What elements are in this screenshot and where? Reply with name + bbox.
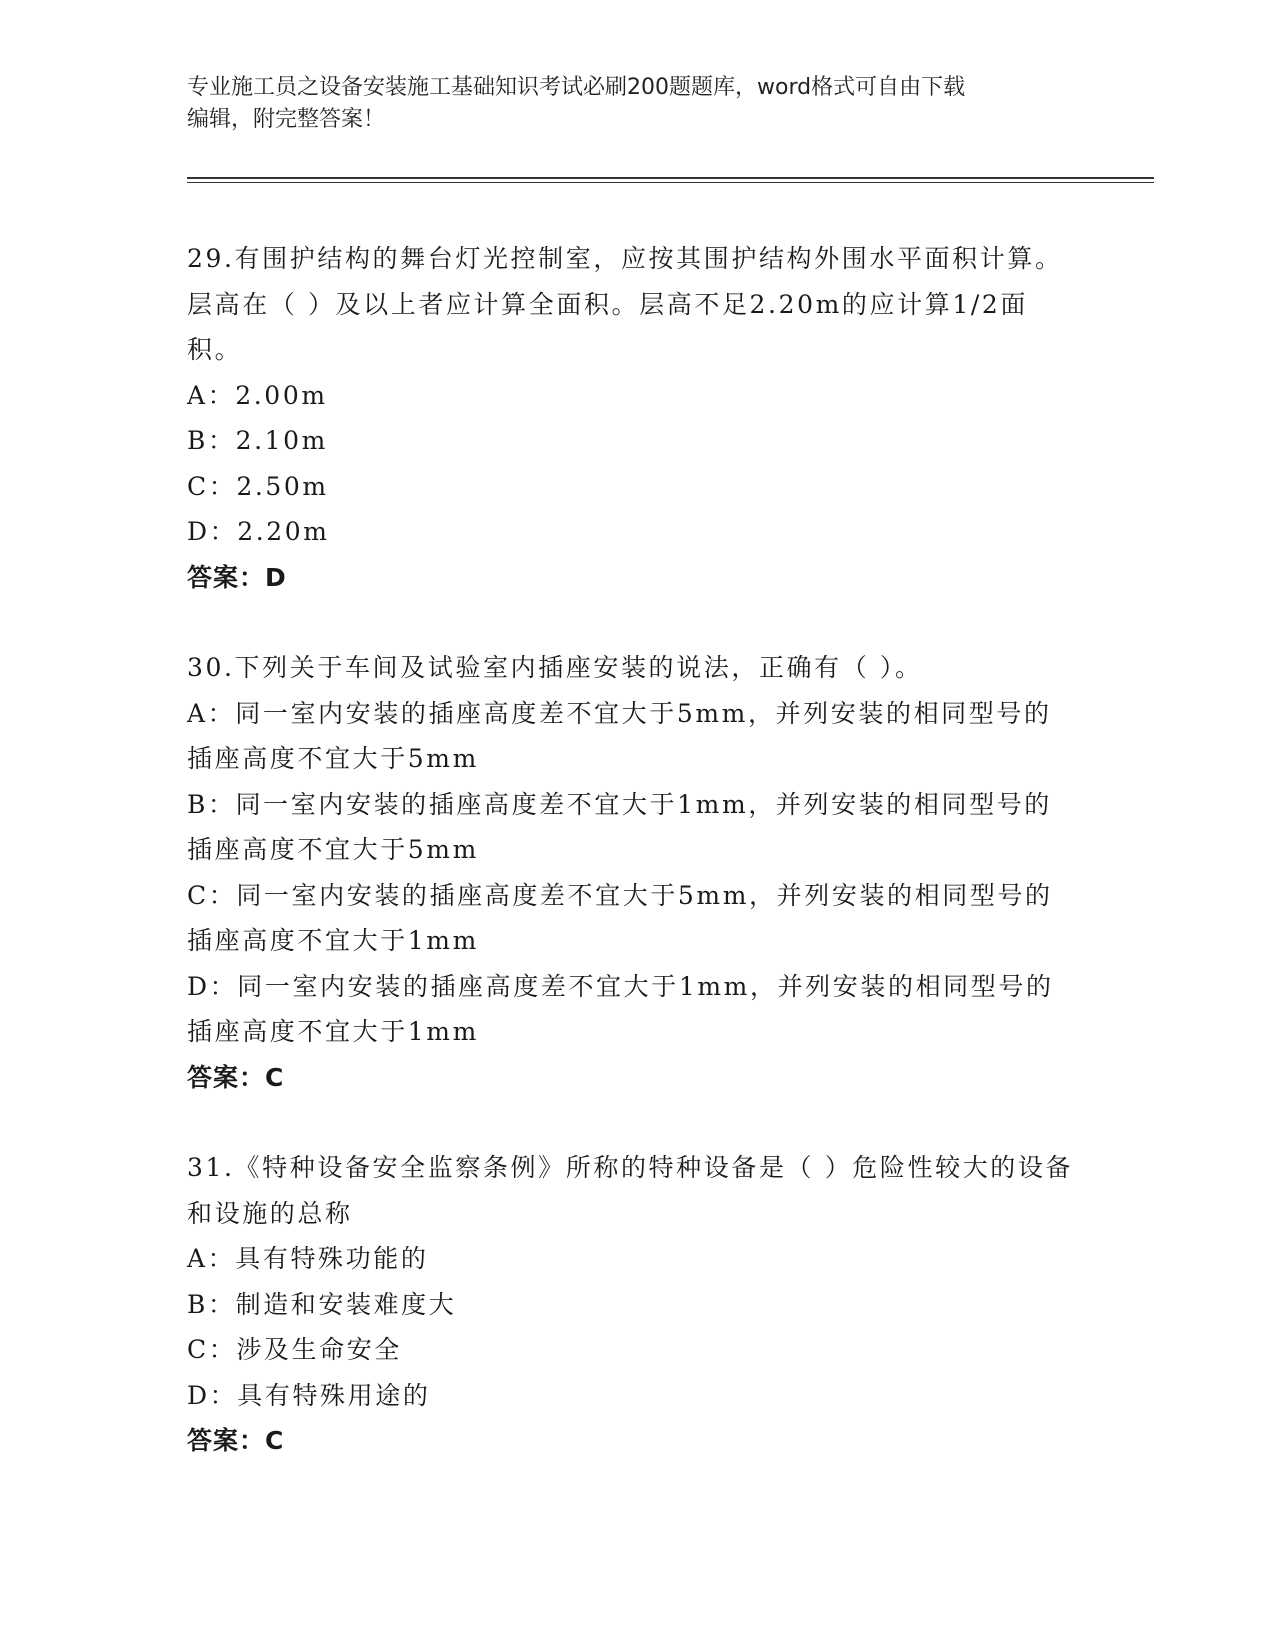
question-text: 30.下列关于车间及试验室内插座安装的说法，正确有（ ）。 <box>187 653 923 682</box>
option-d: D：具有特殊用途的 <box>187 1380 431 1410</box>
option-a: A：同一室内安装的插座高度差不宜大于5mm，并列安装的相同型号的插座高度不宜大于5mm <box>187 698 1052 773</box>
question-list <box>187 236 1077 1509</box>
option-b: B：制造和安装难度大 <box>187 1289 457 1319</box>
option-d: D：2.20m <box>187 517 330 546</box>
option-c: C：同一室内安装的插座高度差不宜大于5mm，并列安装的相同型号的插座高度不宜大于1mm <box>187 880 1053 955</box>
question-text: 29.有围护结构的舞台灯光控制室，应按其围护结构外围水平面积计算。层高在（ ）及以上者应计算全面积。层高不足2.20m的应计算1/2面积。 <box>187 244 1063 364</box>
option-a: A：具有特殊功能的 <box>187 1244 429 1273</box>
question-29 <box>187 236 1077 600</box>
answer-label: 答案：C <box>187 1426 285 1455</box>
option-c: C：涉及生命安全 <box>187 1335 402 1364</box>
question-text: 31.《特种设备安全监察条例》所称的特种设备是（ ）危险性较大的设备和设施的总称 <box>187 1153 1074 1228</box>
header-divider-thin <box>187 182 1154 183</box>
header-line-1: 专业施工员之设备安装施工基础知识考试必刷200题题库，word格式可自由下载 <box>187 75 966 100</box>
header-divider-thick <box>187 177 1154 179</box>
option-a: A：2.00m <box>187 380 328 410</box>
question-30 <box>187 645 1077 1100</box>
option-c: C：2.50m <box>187 471 329 501</box>
header-line-2: 编辑，附完整答案！ <box>187 107 386 132</box>
option-b: B：2.10m <box>187 426 328 455</box>
document-header <box>187 72 1067 136</box>
question-31 <box>187 1145 1077 1464</box>
answer-label: 答案：C <box>187 1062 285 1092</box>
answer-label: 答案：D <box>187 562 287 592</box>
option-d: D：同一室内安装的插座高度差不宜大于1mm，并列安装的相同型号的插座高度不宜大于1mm <box>187 971 1054 1046</box>
option-b: B：同一室内安装的插座高度差不宜大于1mm，并列安装的相同型号的插座高度不宜大于5mm <box>187 789 1052 864</box>
